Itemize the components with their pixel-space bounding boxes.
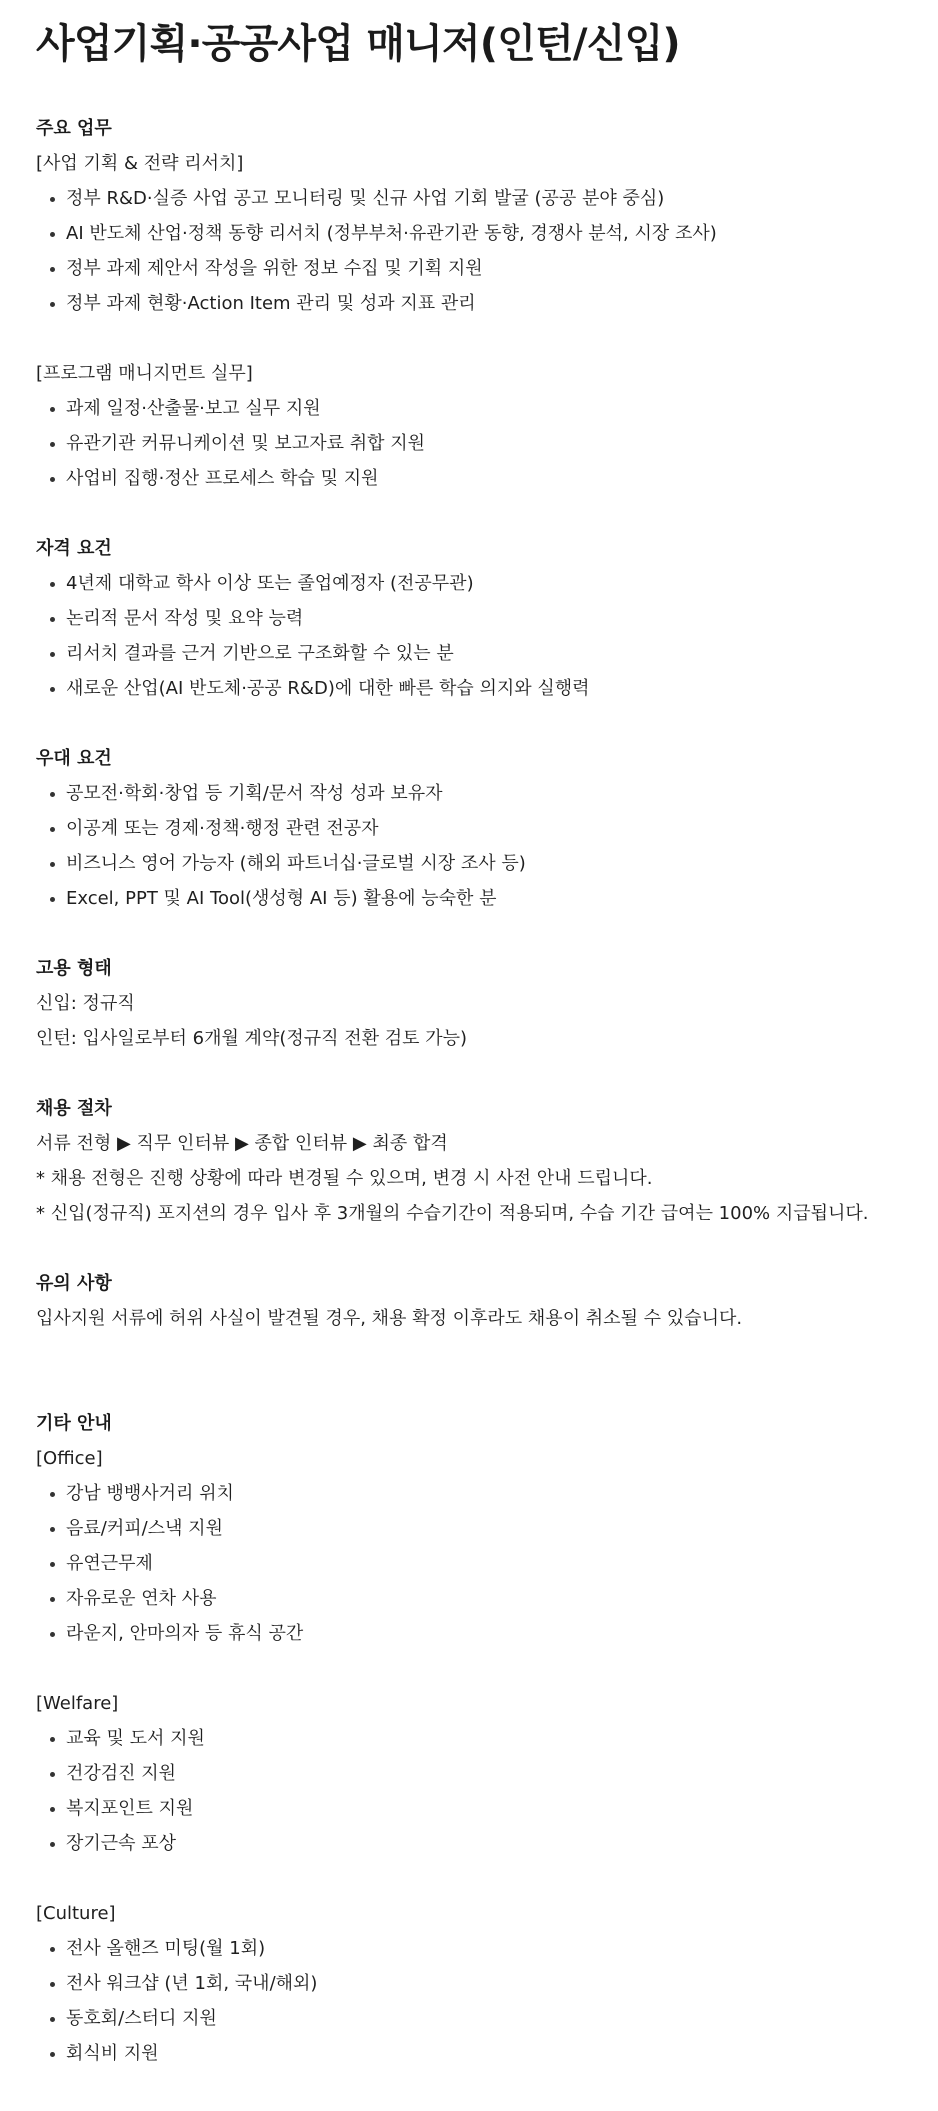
list-item: 강남 뱅뱅사거리 위치 xyxy=(36,1476,914,1511)
employment-section xyxy=(36,951,914,1056)
list-item: 리서치 결과를 근거 기반으로 구조화할 수 있는 분 xyxy=(36,636,914,671)
list-item: 회식비 지원 xyxy=(36,2036,914,2071)
preferred-list xyxy=(36,776,914,916)
duties-section xyxy=(36,111,914,496)
list-item: 전사 워크샵 (년 1회, 국내/해외) xyxy=(36,1966,914,2001)
process-heading: 채용 절차 xyxy=(36,1098,112,1119)
list-item: 건강검진 지원 xyxy=(36,1756,914,1791)
list-item: 복지포인트 지원 xyxy=(36,1791,914,1826)
employment-heading: 고용 형태 xyxy=(36,958,112,979)
employment-line: 인턴: 입사일로부터 6개월 계약(정규직 전환 검토 가능) xyxy=(36,1028,468,1049)
list-item: 음료/커피/스낵 지원 xyxy=(36,1511,914,1546)
list-item: 과제 일정·산출물·보고 실무 지원 xyxy=(36,391,914,426)
welfare-subheading: [Welfare] xyxy=(36,1693,119,1714)
preferred-section xyxy=(36,741,914,916)
process-steps: 서류 전형 ▶ 직무 인터뷰 ▶ 종합 인터뷰 ▶ 최종 합격 xyxy=(36,1133,448,1154)
list-item: 비즈니스 영어 가능자 (해외 파트너십·글로벌 시장 조사 등) xyxy=(36,846,914,881)
welfare-list xyxy=(36,1721,914,1861)
list-item: 유연근무제 xyxy=(36,1546,914,1581)
list-item: 전사 올핸즈 미팅(월 1회) xyxy=(36,1931,914,1966)
process-note: * 신입(정규직) 포지션의 경우 입사 후 3개월의 수습기간이 적용되며, 수습 기간 급여는 100% 지급됩니다. xyxy=(36,1203,869,1224)
office-subheading: [Office] xyxy=(36,1448,103,1469)
list-item: Excel, PPT 및 AI Tool(생성형 AI 등) 활용에 능숙한 분 xyxy=(36,881,914,916)
office-list xyxy=(36,1476,914,1651)
list-item: 4년제 대학교 학사 이상 또는 졸업예정자 (전공무관) xyxy=(36,566,914,601)
culture-subheading: [Culture] xyxy=(36,1903,116,1924)
list-item: 공모전·학회·창업 등 기획/문서 작성 성과 보유자 xyxy=(36,776,914,811)
program-subheading: [프로그램 매니지먼트 실무] xyxy=(36,363,253,384)
preferred-heading: 우대 요건 xyxy=(36,748,112,769)
list-item: 라운지, 안마의자 등 휴식 공간 xyxy=(36,1616,914,1651)
duties-heading: 주요 업무 xyxy=(36,118,112,139)
other-heading: 기타 안내 xyxy=(36,1413,112,1434)
process-section xyxy=(36,1091,914,1231)
notice-heading: 유의 사항 xyxy=(36,1273,112,1294)
culture-list xyxy=(36,1931,914,2071)
planning-subheading: [사업 기획 & 전략 리서치] xyxy=(36,153,244,174)
page-title: 사업기획·공공사업 매니저(인턴/신입) xyxy=(36,21,680,67)
list-item: 교육 및 도서 지원 xyxy=(36,1721,914,1756)
list-item: 정부 R&D·실증 사업 공고 모니터링 및 신규 사업 기회 발굴 (공공 분야 중심) xyxy=(36,181,914,216)
list-item: 동호회/스터디 지원 xyxy=(36,2001,914,2036)
list-item: AI 반도체 산업·정책 동향 리서치 (정부부처·유관기관 동향, 경쟁사 분석, 시장 조사) xyxy=(36,216,914,251)
list-item: 새로운 산업(AI 반도체·공공 R&D)에 대한 빠른 학습 의지와 실행력 xyxy=(36,671,914,706)
notice-text: 입사지원 서류에 허위 사실이 발견될 경우, 채용 확정 이후라도 채용이 취소될 수 있습니다. xyxy=(36,1308,743,1329)
list-item: 사업비 집행·정산 프로세스 학습 및 지원 xyxy=(36,461,914,496)
qualifications-heading: 자격 요건 xyxy=(36,538,112,559)
list-item: 논리적 문서 작성 및 요약 능력 xyxy=(36,601,914,636)
process-note: * 채용 전형은 진행 상황에 따라 변경될 수 있으며, 변경 시 사전 안내 드립니다. xyxy=(36,1168,653,1189)
qualifications-section xyxy=(36,531,914,706)
other-section xyxy=(36,1406,914,2071)
list-item: 이공계 또는 경제·정책·행정 관련 전공자 xyxy=(36,811,914,846)
list-item: 유관기관 커뮤니케이션 및 보고자료 취합 지원 xyxy=(36,426,914,461)
list-item: 자유로운 연차 사용 xyxy=(36,1581,914,1616)
planning-list xyxy=(36,181,914,321)
program-list xyxy=(36,391,914,496)
notice-section xyxy=(36,1266,914,1336)
list-item: 장기근속 포상 xyxy=(36,1826,914,1861)
qualifications-list xyxy=(36,566,914,706)
list-item: 정부 과제 현황·Action Item 관리 및 성과 지표 관리 xyxy=(36,286,914,321)
employment-line: 신입: 정규직 xyxy=(36,993,135,1014)
list-item: 정부 과제 제안서 작성을 위한 정보 수집 및 기획 지원 xyxy=(36,251,914,286)
